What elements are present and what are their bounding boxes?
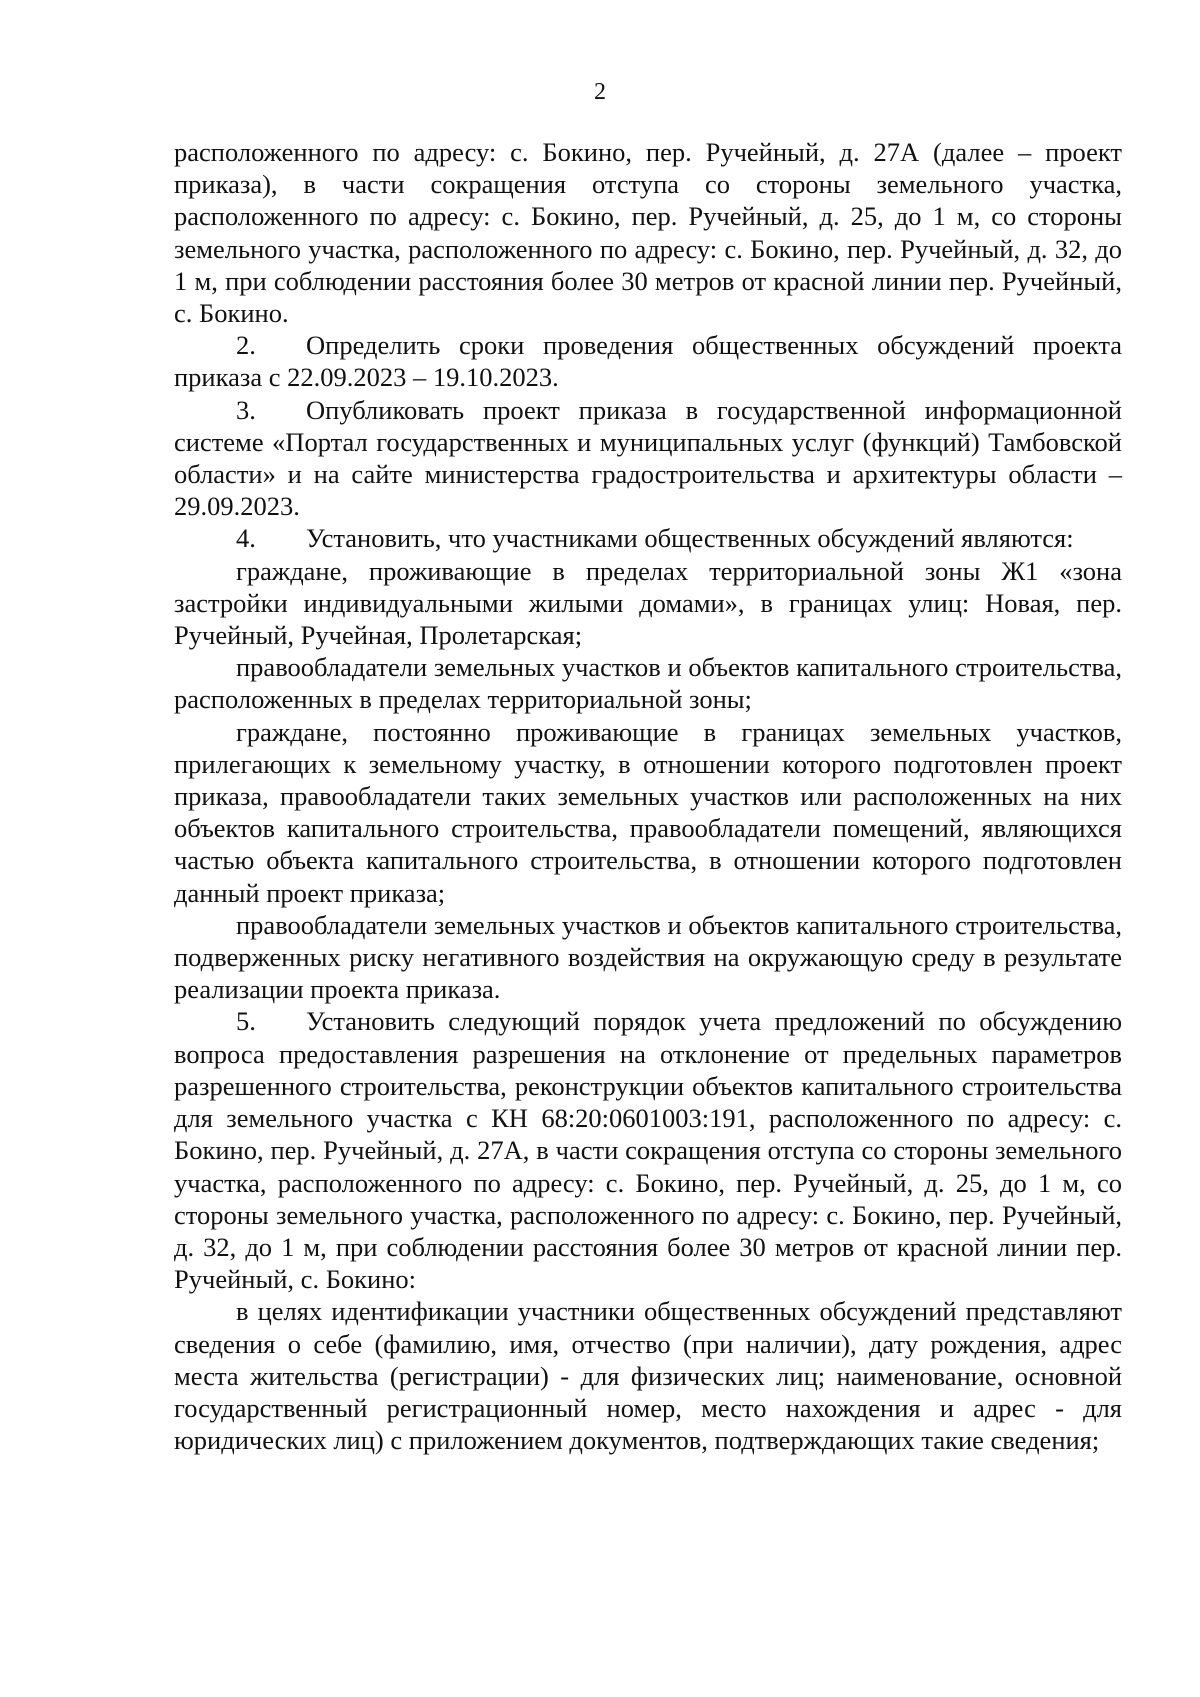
document-body	[174, 136, 1122, 1456]
participant-group-environment: правообладатели земельных участков и объектов капитального строительства, подверженных риску негативного воздействия на окружающую среду в результате реализации проекта приказа.	[174, 909, 1122, 1005]
item-text: Определить сроки проведения общественных обсуждений проекта приказа с 22.09.2023 – 19.10.2023.	[174, 330, 1122, 393]
item-number: 3.	[236, 394, 256, 425]
item-text: Установить, что участниками общественных обсуждений являются:	[306, 523, 1074, 554]
participant-group-adjacent: граждане, постоянно проживающие в границах земельных участков, прилегающих к земельному участку, в отношении которого подготовлен проект приказа, правообладатели таких земельных участков или расположенных на них объектов капитального строительства, правообладатели помещений, являющихся частью объекта капитального строительства, в отношении которого подготовлен данный проект приказа;	[174, 716, 1122, 908]
paragraph-continuation: расположенного по адресу: с. Бокино, пер. Ручейный, д. 27А (далее – проект приказа), в части сокращения отступа со стороны земельного участка, расположенного по адресу: с. Бокино, пер. Ручейный, д. 25, до 1 м, со стороны земельного участка, расположенного по адресу: с. Бокино, пер. Ручейный, д. 32, до 1 м, при соблюдении расстояния более 30 метров от красной линии пер. Ручейный, с. Бокино.	[174, 137, 1122, 329]
list-item-2	[174, 329, 1122, 393]
list-item-4	[174, 522, 1122, 554]
participant-group-rightholders: правообладатели земельных участков и объектов капитального строительства, расположенных в пределах территориальной зоны;	[174, 652, 1122, 715]
page-number: 2	[594, 79, 606, 105]
item-number: 5.	[236, 1006, 256, 1037]
list-item-5	[174, 1005, 1122, 1295]
list-item-3	[174, 394, 1122, 523]
identification-paragraph: в целях идентификации участники общественных обсуждений представляют сведения о себе (фамилию, имя, отчество (при наличии), дату рождения, адрес места жительства (регистрации) - для физических лиц; наименование, основной государственный регистрационный номер, место нахождения и адрес - для юридических лиц) с приложением документов, подтверждающих такие сведения;	[174, 1296, 1122, 1456]
item-text: Установить следующий порядок учета предложений по обсуждению вопроса предоставления разрешения на отклонение от предельных параметров разрешенного строительства, реконструкции объектов капитального строительства для земельного участка с КН 68:20:0601003:191, расположенного по адресу: с. Бокино, пер. Ручейный, д. 27А, в части сокращения отступа со стороны земельного участка, расположенного по адресу: с. Бокино, пер. Ручейный, д. 25, до 1 м, со стороны земельного участка, расположенного по адресу: с. Бокино, пер. Ручейный, д. 32, до 1 м, при соблюдении расстояния более 30 метров от красной линии пер. Ручейный, с. Бокино:	[174, 1006, 1122, 1295]
item-number: 2.	[236, 330, 256, 361]
item-text: Опубликовать проект приказа в государственной информационной системе «Портал государственных и муниципальных услуг (функций) Тамбовской области» и на сайте министерства градостроительства и архитектуры области – 29.09.2023.	[174, 394, 1122, 522]
participant-group-residents: граждане, проживающие в пределах территориальной зоны Ж1 «зона застройки индивидуальными жилыми домами», в границах улиц: Новая, пер. Ручейный, Ручейная, Пролетарская;	[174, 555, 1122, 651]
item-number: 4.	[236, 523, 256, 554]
